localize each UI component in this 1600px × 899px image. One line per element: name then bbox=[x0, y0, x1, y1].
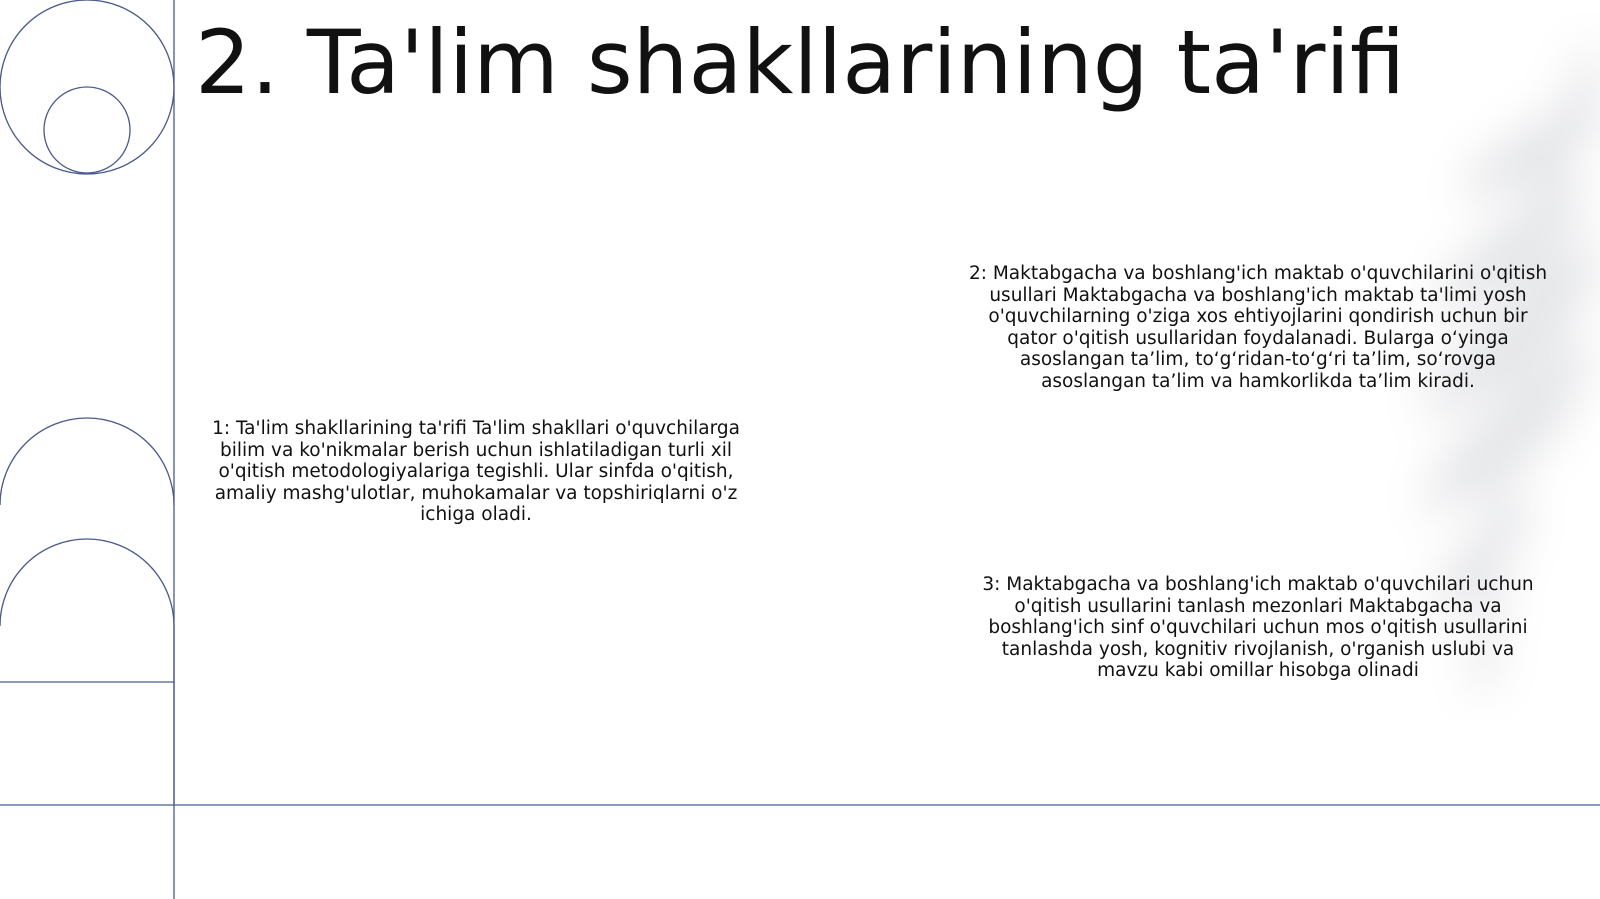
arch-bottom bbox=[0, 539, 174, 805]
text-block-2: 2: Maktabgacha va boshlang'ich maktab o'quvchilarini o'qitish usullari Maktabgacha va boshlang'ich maktab ta'limi yosh o'quvchilarning o'ziga xos ehtiyojlarini qondirish uchun bir qator o'qitish usullaridan foydalanadi. Bularga o‘yinga asoslangan ta’lim, to‘g‘ridan-to‘g‘ri ta’lim, so‘rovga asoslangan ta’lim va hamkorlikda ta’lim kiradi. bbox=[968, 263, 1548, 392]
text-block-3: 3: Maktabgacha va boshlang'ich maktab o'quvchilari uchun o'qitish usullarini tanlash mezonlari Maktabgacha va boshlang'ich sinf o'quvchilari uchun mos o'qitish usullarini tanlashda yosh, kognitiv rivojlanish, o'rganish uslubi va mavzu kabi omillar hisobga olinadi bbox=[982, 574, 1534, 682]
arch-top bbox=[0, 418, 174, 505]
small-circle bbox=[44, 87, 130, 173]
text-block-1: 1: Ta'lim shakllarining ta'rifi Ta'lim shakllari o'quvchilarga bilim va ko'nikmalar berish uchun ishlatiladigan turli xil o'qitish metodologiyalariga tegishli. Ular sinfda o'qitish, amaliy mashg'ulotlar, muhokamalar va topshiriqlarni o'z ichiga oladi. bbox=[212, 418, 740, 526]
slide-title: 2. Ta'lim shakllarining ta'rifi bbox=[195, 11, 1406, 114]
